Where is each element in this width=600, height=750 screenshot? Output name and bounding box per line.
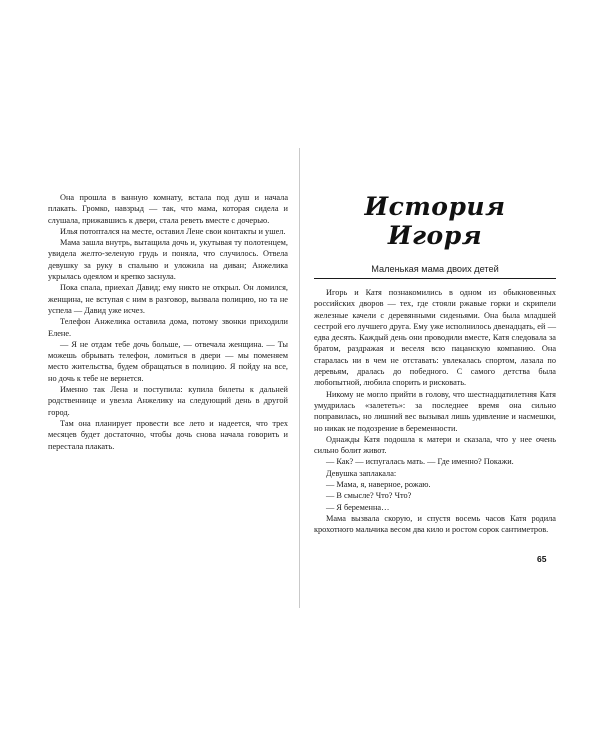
paragraph: Игорь и Катя познакомились в одном из обыкновенных российских дворов — тех, где стояли ржавые горки и скрипели железные качели с деревянными сиденьями. Она была младшей сестрой его лучшего друга. Ему уже исполнилось двенадцать, ей — едва десять. Каждый день они проводили вместе, Катя следовала за братом, раздражая и веселя всю пацанскую компанию. Она старалась ни в чем не отставать: увлекалась спортом, лазала по деревьям, дралась до победного. С самого детства была любопытной, любила спорить и рисковать. — [314, 288, 556, 388]
paragraph: Девушка заплакала: — [326, 468, 397, 478]
book-gutter — [299, 148, 300, 608]
paragraph: Она прошла в ванную комнату, встала под душ и начала плакать. Громко, навзрыд — так, что мама, которая сидела и слушала, прижавшись к двери, стала реветь вместе с дочерью. — [48, 193, 288, 225]
subtitle-rule — [314, 278, 556, 279]
paragraph: Там она планирует провести все лето и надеется, что трех месяцев будет достаточно, чтобы дочь снова начала говорить и перестала плакать. — [48, 418, 288, 451]
paragraph: Именно так Лена и поступила: купила билеты к дальней родственнице и увезла Анжелику на следующий день в другой город. — [48, 385, 288, 417]
page-number: 65 — [537, 554, 547, 564]
paragraph: — Мама, я, наверное, рожаю. — [326, 480, 431, 490]
paragraph: Мама вызвала скорую, и спустя восемь часов Катя родила крохотного мальчика весом два кило и ростом сорок сантиметров. — [314, 513, 556, 535]
chapter-title: История Игоря — [364, 192, 506, 250]
paragraph: Мама зашла внутрь, вытащила дочь и, укутывая ту полотенцем, увидела желто-зеленую грудь и поняла, что случилось. Отвела девушку за руку в спальню и уложила на диван; Анжелика укрылась одеялом и крепко заснула. — [48, 238, 288, 282]
paragraph: Пока спала, приехал Давид; ему никто не открыл. Он ломился, женщина, не вступая с ним в разговор, вызвала полицию, но та не успела — Давид уже исчез. — [48, 283, 288, 315]
chapter-subtitle: Маленькая мама двоих детей — [371, 264, 499, 274]
paragraph: Однажды Катя подошла к матери и сказала, что у нее очень сильно болит живот. — [314, 434, 556, 456]
paragraph: — Я беременна… — [326, 502, 390, 512]
right-page — [314, 192, 556, 536]
left-page — [48, 192, 288, 452]
paragraph: Никому не могло прийти в голову, что шестнадцатилетняя Катя умудрилась «залететь»: за последнее время она сильно поправилась, но лишний вес вызывал лишь удивление и насмешки, но никак не подозрение в беременности. — [314, 389, 556, 433]
paragraph: Илья потоптался на месте, оставил Лене свои контакты и ушел. — [60, 226, 286, 236]
paragraph: — Как? — испугалась мать. — Где именно? Покажи. — [326, 457, 514, 467]
paragraph: — В смысле? Что? Что? — [326, 491, 412, 501]
paragraph: — Я не отдам тебе дочь больше, — отвечала женщина. — Ты можешь обрывать телефон, ломиться в двери — мы поменяем место жительства, будем обращаться в полицию. Я пойду на все, но дочь к тебе не вернется. — [48, 339, 288, 383]
paragraph: Телефон Анжелика оставила дома, потому звонки приходили Елене. — [48, 317, 288, 338]
